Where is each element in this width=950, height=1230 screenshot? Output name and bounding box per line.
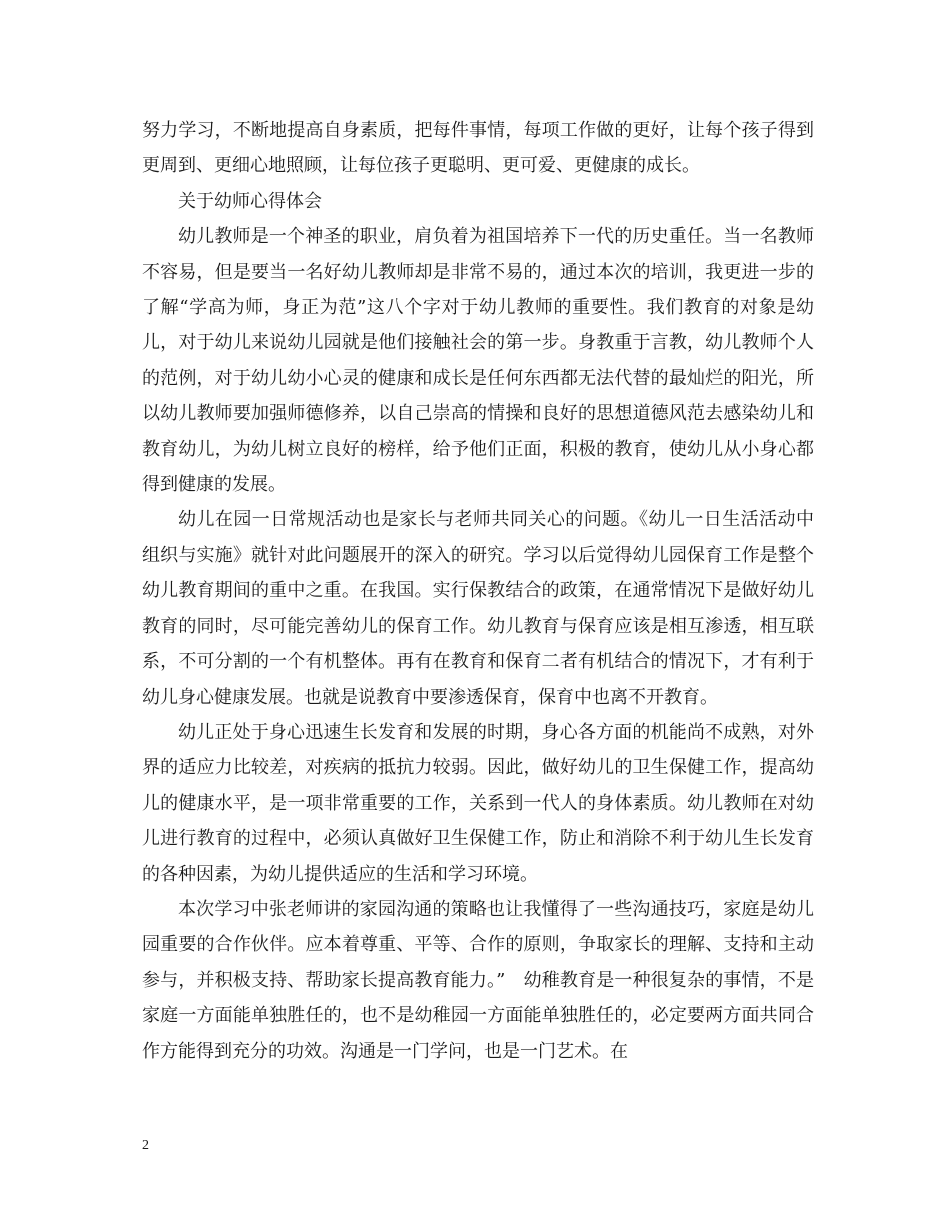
body-paragraph-1: 幼儿教师是一个神圣的职业，肩负着为祖国培养下一代的历史重任。当一名教师不容易，但是要当一名好幼儿教师却是非常不易的，通过本次的培训，我更进一步的了解“学高为师，身正为范”这八个字对于幼儿教师的重要性。我们教育的对象是幼儿，对于幼儿来说幼儿园就是他们接触社会的第一步。身教重于言教，幼儿教师个人的范例，对于幼儿幼小心灵的健康和成长是任何东西都无法代替的最灿烂的阳光，所以幼儿教师要加强师德修养，以自己崇高的情操和良好的思想道德风范去感染幼儿和教育幼儿，为幼儿树立良好的榜样，给予他们正面，积极的教育，使幼儿从小身心都得到健康的发展。 — [142, 226, 814, 496]
body-paragraph-2: 幼儿在园一日常规活动也是家长与老师共同关心的问题。《幼儿一日生活活动中组织与实施》就针对此问题展开的深入的研究。学习以后觉得幼儿园保育工作是整个幼儿教育期间的重中之重。在我国。实行保教结合的政策，在通常情况下是做好幼儿教育的同时，尽可能完善幼儿的保育工作。幼儿教育与保育应该是相互渗透，相互联系，不可分割的一个有机整体。再有在教育和保育二者有机结合的情况下，才有利于幼儿身心健康发展。也就是说教育中要渗透保育，保育中也离不开教育。 — [142, 509, 814, 708]
section-heading: 关于幼师心得体会 — [178, 190, 322, 212]
body-paragraph-3: 幼儿正处于身心迅速生长发育和发展的时期，身心各方面的机能尚不成熟，对外界的适应力比较差，对疾病的抵抗力较弱。因此，做好幼儿的卫生保健工作，提高幼儿的健康水平，是一项非常重要的工作，关系到一代人的身体素质。幼儿教师在对幼儿进行教育的过程中，必须认真做好卫生保健工作，防止和消除不利于幼儿生长发育的各种因素，为幼儿提供适应的生活和学习环境。 — [142, 721, 814, 885]
continuation-paragraph: 努力学习，不断地提高自身素质，把每件事情，每项工作做的更好，让每个孩子得到更周到、更细心地照顾，让每位孩子更聪明、更可爱、更健康的成长。 — [142, 120, 814, 177]
page-number: 2 — [142, 1138, 149, 1153]
page-body — [142, 113, 814, 1069]
body-paragraph-4: 本次学习中张老师讲的家园沟通的策略也让我懂得了一些沟通技巧，家庭是幼儿园重要的合作伙伴。应本着尊重、平等、合作的原则，争取家长的理解、支持和主动参与，并积极支持、帮助家长提高教育能力。” 幼稚教育是一种很复杂的事情，不是家庭一方面能单独胜任的，也不是幼稚园一方面能单独胜任的，必定要两方面共同合作方能得到充分的功效。沟通是一门学问，也是一门艺术。在 — [142, 898, 814, 1062]
